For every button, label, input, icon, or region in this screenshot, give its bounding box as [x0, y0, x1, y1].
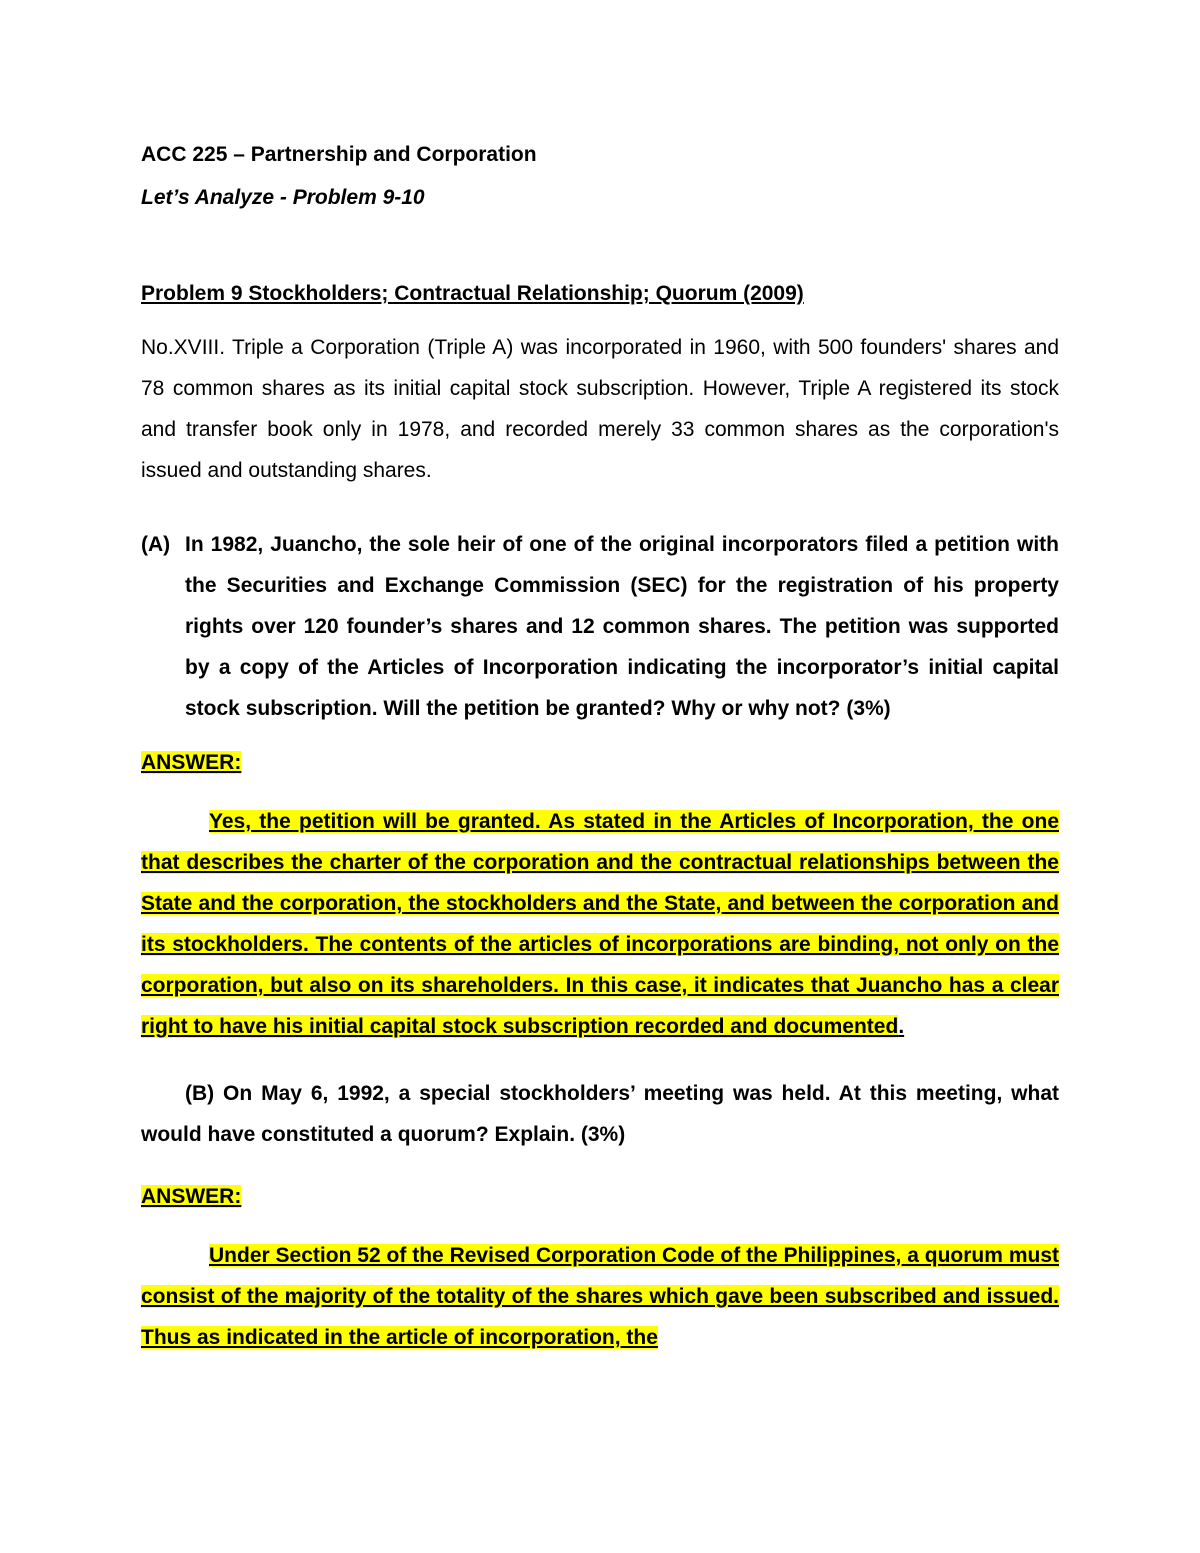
document-subtitle: Let’s Analyze - Problem 9-10 [141, 186, 425, 209]
question-a [141, 524, 1059, 729]
document-page [141, 140, 1059, 1358]
answer-a-end-mark: . [898, 1015, 905, 1038]
answer-a-label [141, 748, 1059, 778]
problem-heading: Problem 9 Stockholders; Contractual Relationship; Quorum (2009) [141, 282, 804, 305]
question-a-label: (A) [141, 533, 171, 556]
course-title: ACC 225 – Partnership and Corporation [141, 143, 537, 166]
answer-b-label-text: ANSWER: [141, 1185, 242, 1208]
answer-a-text: Yes, the petition will be granted. As stated in the Articles of Incorporation, the one that describes the charter of the corporation and the contractual relationships between the State and the corporation, the stockholders and the State, and between the corporation and its stockholders. The contents of the articles of incorporations are binding, not only on the corporation, but also on its shareholders. In this case, it indicates that Juancho has a clear right to have his initial capital stock subscription recorded and documented [141, 810, 1059, 1038]
answer-a-label-text: ANSWER: [141, 751, 242, 774]
answer-b-text: Under Section 52 of the Revised Corporation Code of the Philippines, a quorum must consist of the majority of the totality of the shares which gave been subscribed and issued. Thus as indicated in the article of incorporation, the [141, 1244, 1059, 1349]
problem-intro: No.XVIII. Triple a Corporation (Triple A) was incorporated in 1960, with 500 founders' shares and 78 common shares as its initial capital stock subscription. However, Triple A registered its stock and transfer book only in 1978, and recorded merely 33 common shares as the corporation's issued and outstanding shares. [141, 336, 1059, 482]
question-a-text: In 1982, Juancho, the sole heir of one of the original incorporators filed a petition with the Securities and Exchange Commission (SEC) for the registration of his property rights over 120 founder’s shares and 12 common shares. The petition was supported by a copy of the Articles of Incorporation indicating the incorporator’s initial capital stock subscription. Will the petition be granted? Why or why not? (3%) [185, 533, 1059, 720]
answer-b-label [141, 1182, 1059, 1212]
question-b-text: (B) On May 6, 1992, a special stockholders’ meeting was held. At this meeting, what would have constituted a quorum? Explain. (3%) [141, 1082, 1059, 1146]
answer-b-paragraph [141, 1235, 1059, 1358]
answer-a-paragraph [141, 801, 1059, 1047]
